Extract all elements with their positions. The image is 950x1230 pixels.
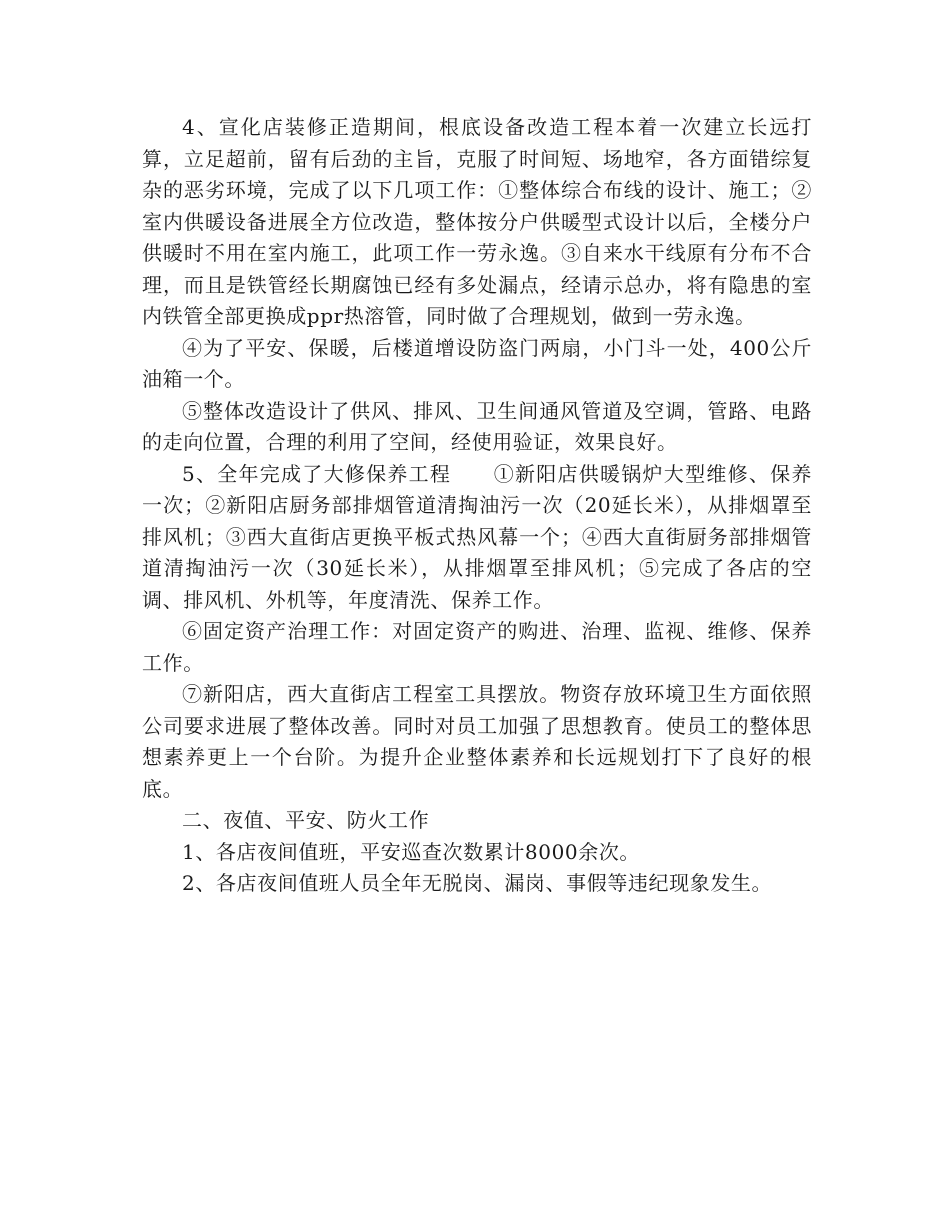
paragraph-fixed-assets: ⑥固定资产治理工作：对固定资产的购进、治理、监视、维修、保养工作。 <box>142 619 812 675</box>
paragraph-ventilation: ⑤整体改造设计了供风、排风、卫生间通风管道及空调，管路、电路的走向位置，合理的利用了空间，经使用验证，效果良好。 <box>142 398 812 454</box>
paragraph-tools-storage: ⑦新阳店，西大直街店工程室工具摆放。物资存放环境卫生方面依照公司要求进展了整体改善。同时对员工加强了思想教育。使员工的整体思想素养更上一个台阶。为提升企业整体素养和长远规划打下了良好的根底。 <box>142 682 812 801</box>
paragraph-patrol-count: 1、各店夜间值班，平安巡查次数累计8000余次。 <box>182 839 641 864</box>
paragraph-no-violations: 2、各店夜间值班人员全年无脱岗、漏岗、事假等违纪现象发生。 <box>182 871 773 895</box>
section-heading-night-duty: 二、夜值、平安、防火工作 <box>182 808 430 832</box>
paragraph-security-doors: ④为了平安、保暖，后楼道增设防盗门两扇，小门斗一处，400公斤油箱一个。 <box>142 335 812 391</box>
paragraph-maintenance: 5、全年完成了大修保养工程 ①新阳店供暖锅炉大型维修、保养一次；②新阳店厨务部排烟管道清掏油污一次（20延长米），从排烟罩至排风机；③西大直街店更换平板式热风幕一个；④西大直街厨务部排烟管道清掏油污一次（30延长米），从排烟罩至排风机；⑤完成了各店的空调、排风机、外机等，年度清洗、保养工作。 <box>142 461 812 612</box>
paragraph-renovation-works: 4、宣化店装修正造期间，根底设备改造工程本着一次建立长远打算，立足超前，留有后劲的主旨，克服了时间短、场地窄，各方面错综复杂的恶劣环境，完成了以下几项工作：①整体综合布线的设计、施工；②室内供暖设备进展全方位改造，整体按分户供暖型式设计以后，全楼分户供暖时不用在室内施工，此项工作一劳永逸。③自来水干线原有分布不合理，而且是铁管经长期腐蚀已经有多处漏点，经请示总办，将有隐患的室内铁管全部更换成ppr热溶管，同时做了合理规划，做到一劳永逸。 <box>142 115 812 328</box>
document-body <box>142 112 812 900</box>
